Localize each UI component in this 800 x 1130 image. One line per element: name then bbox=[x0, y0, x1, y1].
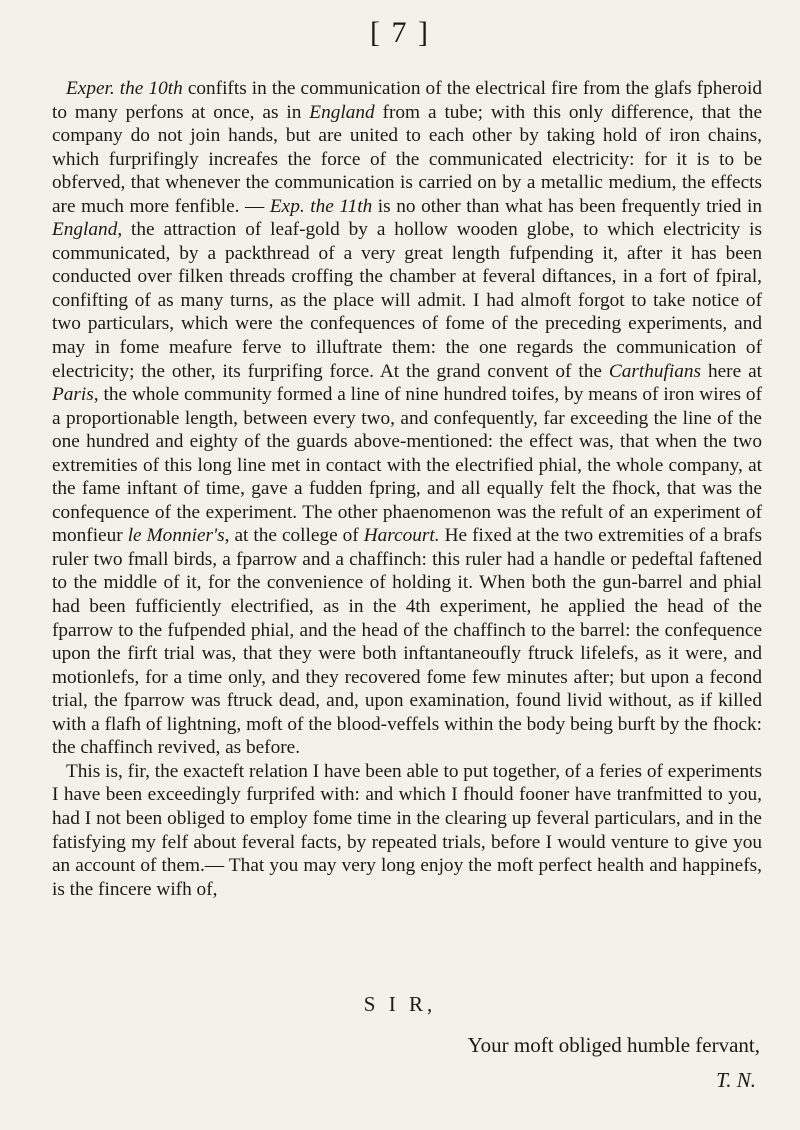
text-run: , the attraction of leaf-gold by a hollow wooden globe, to which electricity is communicated, by a packthread of a very great length fufpending it, after it has been conducted over filken threads croffing the chamber at feveral diftances, in a fort of fpiral, confifting of as many turns, as the place will admit. I had almoft forgot to take notice of two particulars, which were the confequences of fome of the preceding experiments, and may in fome meafure ferve to illuftrate them: the one regards the communication of electricity; the other, its furprifing force. At the grand convent of the bbox=[52, 219, 762, 382]
text-run: , at the college of bbox=[224, 525, 364, 547]
italic-text-run: 10th bbox=[148, 78, 183, 99]
paragraph bbox=[52, 760, 762, 901]
italic-text-run: England bbox=[309, 101, 375, 123]
text-run: confifts in the communication of the electrical fire from the glafs fpheroid to many perfons at once, as in bbox=[52, 78, 762, 123]
text-run: He fixed at the two extremities of a brafs ruler two fmall birds, a fparrow and a chaffinch: this ruler had a handle or pedeftal faftened to the middle of it, for the convenience of holding it. When both the gun-barrel and phial had been fufficiently electrified, as in the 4th experiment, he applied the head of the fparrow to the fufpended phial, and the head of the chaffinch to the barrel: the confequence upon the firft trial was, that they were both inftantaneoufly ftruck lifelefs, as it were, and motionlefs, for a time only, and they recovered fome few minutes after; but upon a fecond trial, the fparrow was ftruck dead, and, upon examination, found livid without, as if killed with a flafh of lightning, moft of the blood-veffels within the body being burft by the fhock: the chaffinch revived, as before. bbox=[52, 525, 763, 759]
italic-text-run: Carthufians bbox=[608, 360, 702, 382]
italic-text-run: Exp. the bbox=[269, 195, 334, 217]
italic-text-run: le Monnier's bbox=[127, 525, 225, 547]
italic-text-run: Exper. the bbox=[66, 78, 144, 99]
paragraph bbox=[52, 77, 762, 760]
italic-text-run: Harcourt. bbox=[363, 525, 440, 547]
text-run: here at bbox=[701, 360, 763, 382]
signature-initials: T. N. bbox=[716, 1068, 756, 1092]
italic-text-run: England bbox=[52, 219, 118, 241]
closing-line: Your moft obliged humble fervant, bbox=[467, 1033, 760, 1057]
text-run: , the whole community formed a line of nine hundred toifes, by means of iron wires of a proportionable length, between every two, and confequently, far exceeding the line of the one hundred and eighty of the guards above-mentioned: the effect was, that when the two extremities of this long line met in contact with the electrified phial, the whole company, at the fame inftant of time, gave a fudden fpring, and all equally felt the fhock, that was the confequence of the experiment. The other phaenomenon was the refult of an experiment of monfieur bbox=[52, 384, 762, 547]
italic-text-run: Paris bbox=[52, 384, 94, 406]
salutation: S I R, bbox=[363, 992, 437, 1016]
text-run: from a tube; with this only difference, that the company do not join hands, but are united to each other by taking hold of iron chains, which furprifingly increafes the force of the communicated electricity: for it is to be obferved, that whenever the communication is carried on by a metallic medium, the effects are much more fenfible. — bbox=[52, 101, 762, 217]
page-number: [ 7 ] bbox=[370, 16, 430, 49]
text-run: is no other than what has been frequently tried in bbox=[372, 195, 762, 217]
body-text bbox=[52, 77, 762, 901]
text-run: This is, fir, the exacteft relation I have been able to put together, of a feries of experiments I have been exceedingly furprifed with: and which I fhould fooner have tranfmitted to you, had I not been obliged to employ fome time in the clearing up feveral particulars, and in the fatisfying my felf about feveral facts, by repeated trials, before I would venture to give you an account of them.— That you may very long enjoy the moft perfect health and happinefs, is the fincere wifh of, bbox=[52, 760, 762, 900]
italic-text-run: 11th bbox=[339, 195, 373, 217]
